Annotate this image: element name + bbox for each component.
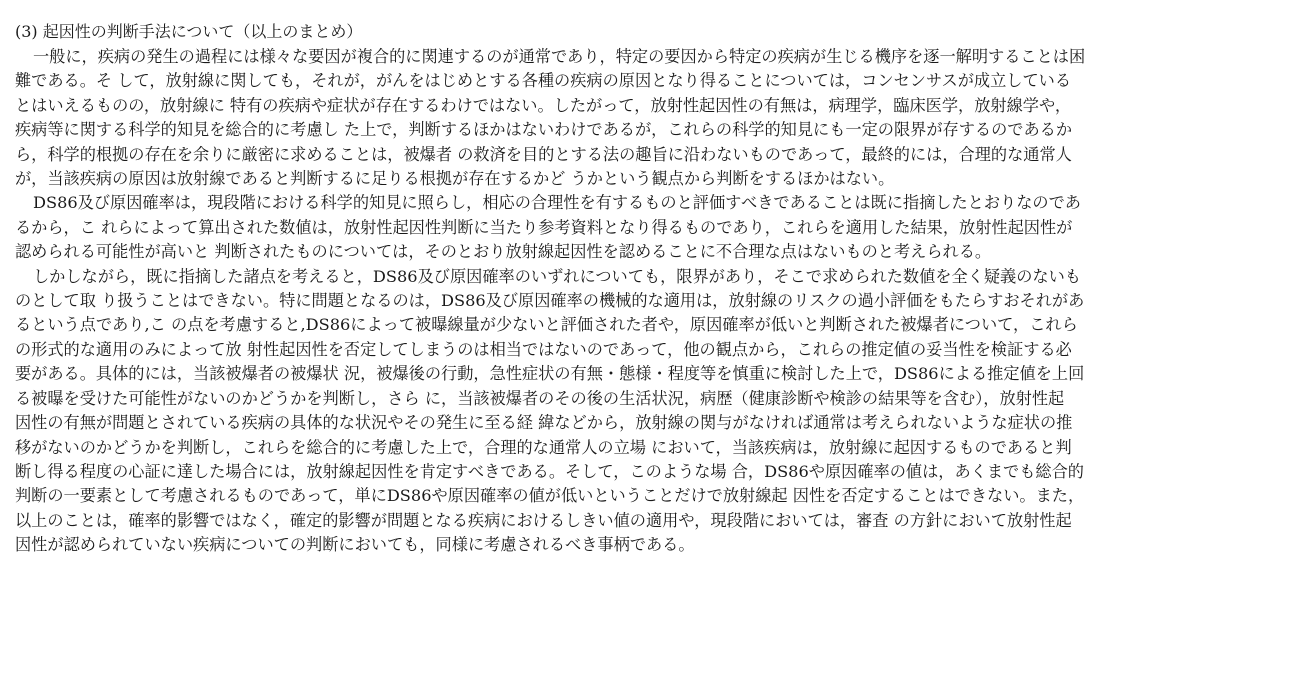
paragraph-line: ら，科学的根拠の存在を余りに厳密に求めることは，被爆者 の救済を目的とする法の趣旨に沿わないものであって，最終的には，合理的な通常人 xyxy=(15,144,1072,164)
paragraph-line: 疾病等に関する科学的知見を総合的に考慮し た上で，判断するほかはないわけであるが，これらの科学的知見にも一定の限界が存するのであるか xyxy=(15,120,1073,140)
paragraph-3 xyxy=(15,265,1276,558)
paragraph-line: 難である。そ して，放射線に関しても，それが，がんをはじめとする各種の疾病の原因となり得ることについては，コンセンサスが成立している xyxy=(15,71,1072,91)
paragraph-line: しかしながら，既に指摘した諸点を考えると，DS86及び原因確率のいずれについても，限界があり，そこで求められた数値を全く疑義のないも xyxy=(33,266,1081,286)
section-heading: (3) 起因性の判断手法について（以上のまとめ） xyxy=(15,22,363,41)
paragraph-line: るから，こ れらによって算出された数値は，放射性起因性判断に当たり参考資料となり得るものであり，これらを適用した結果，放射性起因性が xyxy=(15,217,1073,237)
paragraph-line: の形式的な適用のみによって放 射性起因性を否定してしまうのは相当ではないのであって，他の観点から，これらの推定値の妥当性を検証する必 xyxy=(15,339,1072,359)
paragraph-line: 認められる可能性が高いと 判断されたものについては，そのとおり放射線起因性を認めることに不合理な点はないものと考えられる。 xyxy=(15,242,992,262)
paragraph-line: 以上のことは，確率的影響ではなく，確定的影響が問題となる疾病におけるしきい値の適用や，現段階においては，審査 の方針において放射性起 xyxy=(15,510,1072,530)
paragraph-line: DS86及び原因確率は，現段階における科学的知見に照らし，相応の合理性を有するものと評価すべきであることは既に指摘したとおりなのであ xyxy=(33,193,1081,213)
paragraph-line: 移がないのかどうかを判断し，これらを総合的に考慮した上で，合理的な通常人の立場 において，当該疾病は，放射線に起因するものであると判 xyxy=(15,437,1072,457)
paragraph-line: 因性が認められていない疾病についての判断においても，同様に考慮されるべき事柄である。 xyxy=(15,535,695,555)
paragraph-line: 一般に，疾病の発生の過程には様々な要因が複合的に関連するのが通常であり，特定の要因から特定の疾病が生じる機序を逐一解明することは困 xyxy=(33,47,1086,66)
paragraph-line: 断し得る程度の心証に達した場合には，放射線起因性を肯定すべきである。そして，このような場 合，DS86や原因確率の値は，あくまでも総合的 xyxy=(15,461,1084,481)
paragraph-line: る被曝を受けた可能性がないのかどうかを判断し，さら に，当該被爆者のその後の生活状況，病歴（健康診断や検診の結果等を含む），放射性起 xyxy=(15,388,1065,408)
paragraph-line: 判断の一要素として考慮されるものであって，単にDS86や原因確率の値が低いということだけで放射線起 因性を否定することはできない。また， xyxy=(15,486,1085,506)
paragraph-line: のとして取 り扱うことはできない。特に問題となるのは，DS86及び原因確率の機械的な適用は，放射線のリスクの過小評価をもたらすおそれがあ xyxy=(15,291,1085,311)
paragraph-line: が，当該疾病の原因は放射線であると判断するに足りる根拠が存在するかど うかという観点から判断をするほかはない。 xyxy=(15,169,895,189)
paragraph-line: 因性の有無が問題とされている疾病の具体的な状況やその発生に至る経 緯などから，放射線の関与がなければ通常は考えられないような症状の推 xyxy=(15,413,1073,433)
paragraph-line: とはいえるものの，放射線に 特有の疾病や症状が存在するわけではない。したがって，放射性起因性の有無は，病理学，臨床医学，放射線学や， xyxy=(15,95,1072,115)
paragraph-2 xyxy=(15,191,1276,264)
paragraph-line: 要がある。具体的には，当該被爆者の被爆状 況，被爆後の行動，急性症状の有無・態様・程度等を慎重に検討した上で，DS86による推定値を上回 xyxy=(15,364,1085,384)
paragraph-line: るという点であり,こ の点を考慮すると,DS86によって被曝線量が少ないと評価された者や，原因確率が低いと判断された被爆者について，これら xyxy=(15,315,1078,335)
paragraph-1 xyxy=(15,45,1276,191)
